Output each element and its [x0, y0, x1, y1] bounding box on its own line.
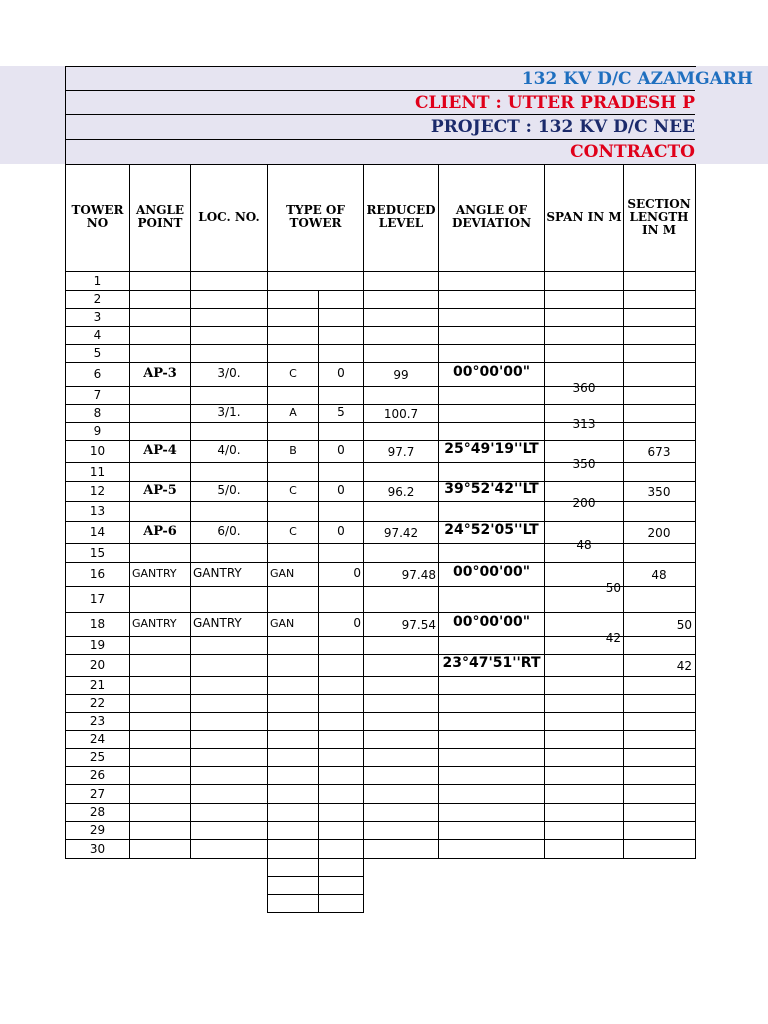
client-title: CLIENT : UTTER PRADESH P	[414, 93, 695, 113]
extra-block-rule	[267, 894, 364, 895]
header-type-of-tower: TYPE OF TOWER	[286, 203, 345, 230]
tower-number: 12	[89, 484, 106, 498]
tower-number: 4	[93, 328, 102, 342]
header-reduced-level: REDUCED LEVEL	[366, 203, 436, 230]
angle-point-cell: GANTRY	[132, 567, 177, 580]
tower-number: 8	[93, 406, 102, 420]
row-rule	[65, 308, 696, 309]
row-rule	[65, 712, 696, 713]
tower-type-extension-cell: 5	[337, 405, 345, 419]
span-cell: 200	[572, 496, 596, 510]
loc-no-cell: 6/0.	[217, 524, 241, 538]
angle-of-deviation-cell: 00°00'00"	[452, 614, 531, 630]
extra-block-rule	[267, 876, 364, 877]
tower-type-extension-cell: 0	[337, 483, 345, 497]
row-rule	[65, 290, 696, 291]
tower-number: 22	[89, 696, 106, 710]
extra-block-rule	[363, 858, 364, 913]
loc-no-cell: 3/1.	[217, 405, 241, 419]
tower-number: 29	[89, 823, 106, 837]
tower-number: 6	[93, 367, 102, 381]
tower-number: 24	[89, 732, 106, 746]
banner-top-rule	[65, 66, 696, 67]
header-span: SPAN IN M	[546, 209, 622, 224]
row-rule	[65, 271, 696, 272]
section-length-cell: 50	[676, 618, 692, 632]
angle-point-cell: AP-6	[143, 524, 177, 539]
tower-number: 20	[89, 658, 106, 672]
span-cell: 42	[605, 631, 621, 645]
header-loc-no: LOC. NO.	[198, 209, 260, 224]
angle-of-deviation-cell: 23°47'51''RT	[442, 655, 541, 671]
angle-point-cell: GANTRY	[132, 617, 177, 630]
reduced-level-cell: 100.7	[383, 407, 419, 421]
tower-number: 17	[89, 592, 106, 606]
column-rule	[190, 164, 191, 859]
header-tower-no: TOWER NO	[71, 203, 124, 230]
tower-number: 1	[93, 274, 102, 288]
row-rule	[65, 784, 696, 785]
extra-block-rule	[267, 858, 268, 913]
section-length-cell: 200	[647, 526, 671, 540]
tower-type-cell: A	[289, 406, 297, 419]
column-rule	[363, 164, 364, 859]
angle-point-cell: AP-4	[143, 443, 177, 458]
row-rule	[65, 766, 696, 767]
section-length-cell: 48	[651, 568, 667, 582]
tower-number: 27	[89, 787, 106, 801]
column-rule	[438, 164, 439, 859]
angle-point-cell: AP-3	[143, 366, 177, 381]
tower-number: 26	[89, 768, 106, 782]
span-cell: 360	[572, 381, 596, 395]
span-cell: 313	[572, 417, 596, 431]
row-rule	[65, 839, 696, 840]
tower-number: 23	[89, 714, 106, 728]
project-title: 132 KV D/C AZAMGARH	[521, 69, 753, 89]
span-cell: 48	[576, 538, 592, 552]
loc-no-cell: GANTRY	[193, 566, 242, 580]
tower-type-cell: GAN	[270, 567, 295, 580]
column-rule	[129, 164, 130, 859]
row-rule	[65, 730, 696, 731]
reduced-level-cell: 97.48	[401, 568, 436, 582]
tower-type-extension-cell: 0	[353, 616, 361, 630]
title-row-4	[65, 139, 695, 163]
title-row-1	[65, 66, 753, 90]
section-length-cell: 42	[676, 659, 692, 673]
tower-number: 10	[89, 444, 106, 458]
loc-no-cell: 5/0.	[217, 483, 241, 497]
tower-number: 14	[89, 525, 106, 539]
row-rule	[65, 344, 696, 345]
contractor-title: CONTRACTO	[570, 142, 695, 162]
tower-number: 11	[89, 465, 106, 479]
reduced-level-cell: 97.42	[383, 526, 419, 540]
tower-number: 19	[89, 638, 106, 652]
row-rule	[65, 326, 696, 327]
tower-number: 16	[89, 567, 106, 581]
tower-number: 9	[93, 424, 102, 438]
loc-no-cell: 3/0.	[217, 366, 241, 380]
tower-number: 18	[89, 617, 106, 631]
column-rule	[695, 164, 696, 859]
row-rule	[65, 858, 696, 859]
angle-of-deviation-cell: 24°52'05''LT	[444, 522, 539, 538]
row-rule	[65, 654, 696, 655]
span-cell: 350	[572, 457, 596, 471]
extra-block-rule	[267, 912, 364, 913]
tower-type-cell: C	[289, 367, 297, 380]
tower-number: 15	[89, 546, 106, 560]
tower-number: 5	[93, 346, 102, 360]
column-rule	[267, 164, 268, 859]
reduced-level-cell: 97.54	[401, 618, 436, 632]
tower-number: 7	[93, 388, 102, 402]
tower-number: 2	[93, 292, 102, 306]
tower-number: 28	[89, 805, 106, 819]
header-angle-of-deviation: ANGLE OF DEVIATION	[451, 203, 532, 230]
reduced-level-cell: 96.2	[387, 485, 415, 499]
tower-number: 13	[89, 504, 106, 518]
angle-of-deviation-cell: 39°52'42''LT	[444, 481, 539, 497]
reduced-level-cell: 97.7	[387, 445, 415, 459]
loc-no-cell: 4/0.	[217, 443, 241, 457]
section-length-cell: 350	[647, 485, 671, 499]
row-rule	[65, 803, 696, 804]
angle-point-cell: AP-5	[143, 483, 177, 498]
row-rule	[65, 676, 696, 677]
header-top-rule	[65, 164, 696, 165]
row-rule	[65, 404, 696, 405]
title-row-2	[65, 90, 695, 114]
angle-of-deviation-cell: 25°49'19''LT	[444, 441, 539, 457]
tower-number: 25	[89, 750, 106, 764]
tower-number: 3	[93, 310, 102, 324]
tower-type-cell: C	[289, 484, 297, 497]
row-rule	[65, 821, 696, 822]
project-name-title: PROJECT : 132 KV D/C NEE	[430, 117, 695, 137]
loc-no-cell: GANTRY	[193, 616, 242, 630]
row-rule	[65, 748, 696, 749]
extra-block-rule	[318, 858, 319, 913]
tower-type-cell: C	[289, 525, 297, 538]
angle-of-deviation-cell: 00°00'00"	[452, 564, 531, 580]
title-row-3	[65, 114, 695, 138]
header-angle-point: ANGLE POINT	[135, 203, 185, 230]
tower-type-extension-cell: 0	[353, 566, 361, 580]
column-rule	[623, 164, 624, 859]
tower-type-extension-cell: 0	[337, 443, 345, 457]
tower-number: 21	[89, 678, 106, 692]
tower-type-extension-cell: 0	[337, 524, 345, 538]
reduced-level-cell: 99	[393, 368, 409, 382]
tower-type-cell: GAN	[270, 617, 295, 630]
span-cell: 50	[605, 581, 621, 595]
tower-number: 30	[89, 842, 106, 856]
row-rule	[65, 694, 696, 695]
header-section-length: SECTION LENGTH IN M	[627, 196, 691, 237]
tower-type-cell: B	[289, 444, 297, 457]
tower-type-extension-cell: 0	[337, 366, 345, 380]
angle-of-deviation-cell: 00°00'00"	[452, 364, 531, 380]
section-length-cell: 673	[647, 445, 671, 459]
